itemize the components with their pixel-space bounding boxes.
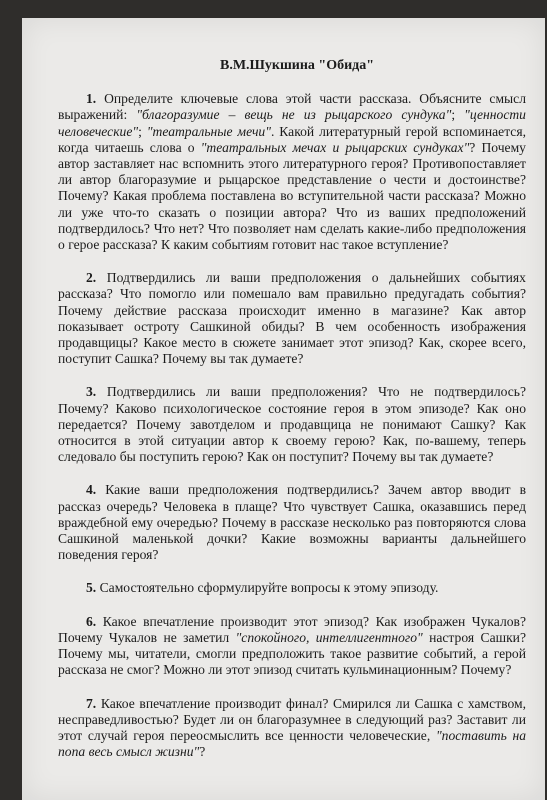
question-text: ; [138,123,147,139]
question-3 [58,384,526,465]
question-text: . Какой литературный герой вспоминается, когда читаешь слова о [58,123,526,155]
document-body [58,58,526,777]
question-number: 7. [86,695,97,711]
quoted-phrase: "поставить на попа весь смысл жизни" [58,727,526,760]
question-text: Подтвердились ли ваши предположения о дальнейших событиях рассказа? Что помогло или помешало вам правильно предугадать события? Почему действие рассказа происходит именно в магазине? Как автор показывает остроту Сашкиной обиды? В чем особенность изображения продавщицы? Какое место в сюжете занимает этот эпизод? Как, скорее всего, поступит Сашка? Почему вы так думаете? [58,270,526,367]
question-number: 3. [86,384,97,400]
question-5 [58,580,526,596]
questions-list [58,91,526,760]
question-number: 6. [86,613,97,629]
question-text: ; [451,107,465,123]
question-text: Подтвердились ли ваши предположения? Что не подтвердилось? Почему? Каково психологическое состояние героя в этом эпизоде? Как оно передается? Почему завотделом и продавщица не понимают Сашку? Как относится в этой ситуации автор к своему герою? Как, по-вашему, теперь следовало бы поступить герою? Как он поступит? Почему вы так думаете? [58,384,526,465]
quoted-phrase: "спокойного, интеллигентного" [235,629,423,645]
question-text: ? [199,744,206,760]
quoted-phrase: "благоразумие – вещь не из рыцарского сундука" [136,107,452,123]
question-text: ? Почему автор заставляет нас вспомнить этого литературного героя? Противопоставляет ли автор благоразумие и рыцарское представление о чести и достоинстве? Почему? Какая проблема поставлена во вступительной части рассказа? Можно ли уже что-то сказать о позиции автора? Что из ваших предположений подтвердилось? Что нет? Что позволяет нам сделать какие-либо предположения о герое рассказа? К каким событиям готовит нас такое вступление? [58,139,526,253]
question-2 [58,270,526,367]
question-text: настроя Сашки? Почему мы, читатели, смогли предположить такое развитие событий, а герой рассказа не смог? Можно ли этот эпизод считать кульминационным? Почему? [58,629,526,678]
question-1 [58,91,526,253]
question-text: Самостоятельно сформулируйте вопросы к этому эпизоду. [99,580,439,596]
quoted-phrase: "театральные мечи" [146,123,271,139]
question-6 [58,614,526,679]
question-4 [58,482,526,563]
quoted-phrase: "театральных мечах и рыцарских сундуках" [200,139,470,155]
quoted-phrase: "ценности человеческие" [58,107,526,139]
document-page [22,18,545,800]
question-7 [58,696,526,761]
question-text: Какое впечатление производит этот эпизод? Как изображен Чукалов? Почему Чукалов не заметил [58,613,526,645]
question-number: 2. [86,270,97,286]
question-number: 1. [86,91,97,107]
question-text: Какое впечатление производит финал? Смирился ли Сашка с хамством, несправедливостью? Будет ли он благоразумнее в следующий раз? Заставит ли этот случай героя переосмыслить все ценности человеческие, [58,695,526,743]
question-number: 5. [86,580,97,596]
question-number: 4. [86,482,97,498]
document-title: В.М.Шукшина "Обида" [219,58,375,73]
question-text: Определите ключевые слова этой части рассказа. Объясните смысл выражений: [58,91,526,123]
question-text: Какие ваши предположения подтвердились? Зачем автор вводит в рассказ очередь? Человека в плаще? Что чувствует Сашка, оказавшись перед враждебной ему очередью? Почему в рассказе несколько раз повторяются слова Сашкиной маленькой дочки? Какие возможны варианты дальнейшего поведения героя? [58,482,526,563]
